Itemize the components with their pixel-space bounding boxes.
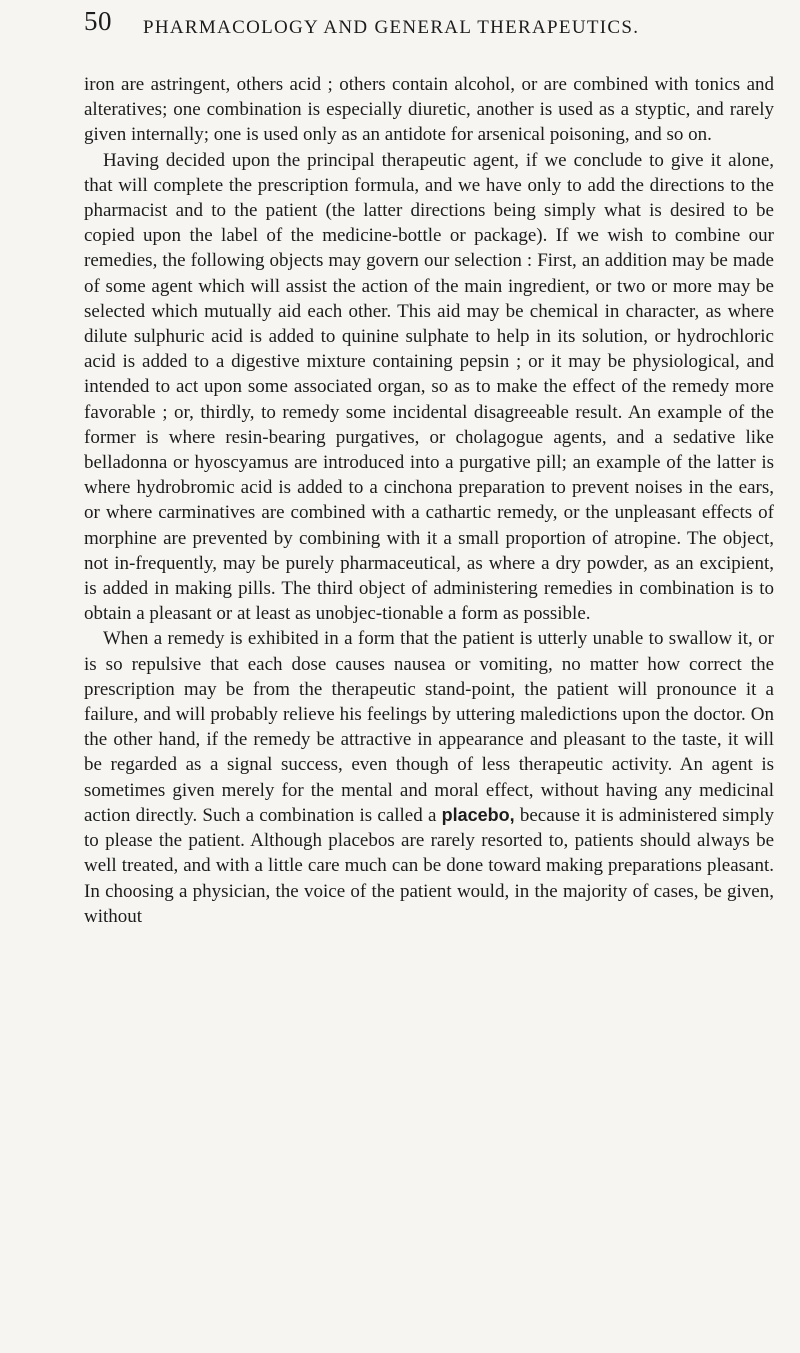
paragraph-combining-remedies: Having decided upon the principal therapeutic agent, if we conclude to give it alone, that will complete the prescription formula, and we have only to add the directions to the pharmacist and to the patient (the latter directions being simply what is desired to be copied upon the label of the medicine-bottle or package). If we wish to combine our remedies, the following objects may govern our selection : First, an addition may be made of some agent which will assist the action of the main ingredient, or two or more may be selected which mutually aid each other. This aid may be chemical in character, as where dilute sulphuric acid is added to quinine sulphate to help in its solution, or hydrochloric acid is added to a digestive mixture containing pepsin ; or it may be physiological, and intended to act upon some associated organ, so as to make the effect of the remedy more favorable ; or, thirdly, to remedy some incidental disagreeable result. An example of the former is where resin-bearing purgatives, or cholagogue agents, and a sedative like belladonna or hyoscyamus are introduced into a purgative pill; an example of the latter is where hydrobromic acid is added to a cinchona preparation to prevent noises in the ears, or where carminatives are combined with a cathartic remedy, or the unpleasant effects of morphine are prevented by combining with it a small proportion of atropine. The object, not in-frequently, may be purely pharmaceutical, as where a dry powder, as an excipient, is added in making pills. The third object of administering remedies in combination is to obtain a pleasant or at least as unobjec-tionable a form as possible. bbox=[84, 149, 774, 625]
page-number: 50 bbox=[84, 6, 112, 36]
body-text bbox=[84, 72, 774, 929]
paragraph-placebo bbox=[84, 626, 774, 928]
paragraph-placebo-before: When a remedy is exhibited in a form that the patient is utterly unable to swallow it, or is so repulsive that each dose causes nausea or vomiting, no matter how correct the prescription may be from the therapeutic stand-point, the patient will pronounce it a failure, and will probably relieve his feelings by uttering maledictions upon the doctor. On the other hand, if the remedy be attractive in appearance and pleasant to the taste, it will be regarded as a signal success, even though of less therapeutic activity. An agent is sometimes given merely for the mental and moral effect, without having any medicinal action directly. Such a combination is called a bbox=[84, 628, 774, 826]
paragraph-continuation: iron are astringent, others acid ; others contain alcohol, or are combined with tonics and alteratives; one combination is especially diuretic, another is used as a styptic, and rarely given internally; one is used only as an antidote for arsenical poisoning, and so on. bbox=[84, 74, 774, 146]
placebo-term: placebo, bbox=[441, 804, 515, 825]
running-head bbox=[84, 0, 774, 72]
paragraph-placebo-after: because it is administered simply to please the patient. Although placebos are rarely resorted to, patients should always be well treated, and with a little care much can be done toward making preparations pleasant. In choosing a physician, the voice of the patient would, in the majority of cases, be given, without bbox=[84, 804, 774, 927]
running-title: PHARMACOLOGY AND GENERAL THERAPEUTICS. bbox=[143, 17, 640, 38]
